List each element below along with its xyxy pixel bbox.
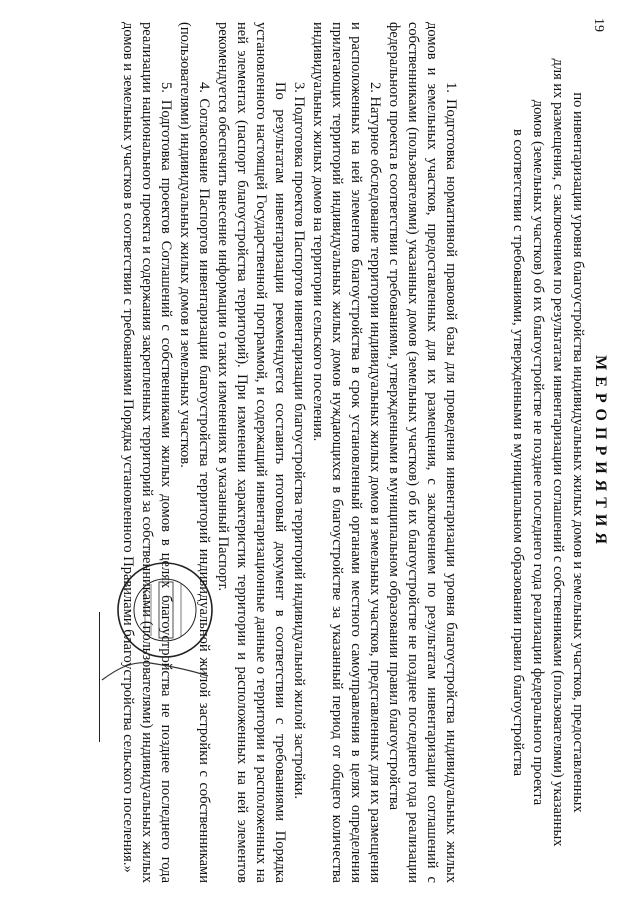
page-number: 19 [591,18,606,32]
paragraph-5: 4. Согласование Паспортов инвентаризации благоустройства территорий индивидуальной жилой застройки с собственниками (пользователями) индивидуальных жилых домов и земельных участков. [177,22,212,883]
paragraph-1: 1. Подготовка нормативной правовой базы для проведения инвентаризации уровня благоустройства индивидуальных жилых домов и земельных участков, предоставленных для их размещения, с заключением по результатам инвентаризации соглашений с собственниками (пользователями) указанных домов (земельных участков) об их благоустройстве не позднее последнего года реализации федерального проекта в соответствии с требованиями, утвержденными в муниципальном образовании правил благоустройства [386,22,459,883]
subtitle-line-1: по инвентаризации уровня благоустройства индивидуальных жилых домов и земельных участков, предоставленных [570,92,586,813]
signature [100,618,210,718]
subtitle-line-2: для их размещения, с заключением по результатам инвентаризации соглашений с собственниками (пользователями) указанных [550,58,566,847]
subtitle-line-4: в соответствии с требованиями, утвержденными в муниципальном образовании правил благоустройства [510,128,526,777]
subtitle-line-3: домов (земельных участков) об их благоустройстве не позднее последнего года реализации федерального проекта [530,99,546,806]
paragraph-2: 2. Натурное обследование территории индивидуальных жилых домов и земельных участков, представленных для их размещения и расположенных на ней элементов благоустройства в срок установленный органами местного самоуправления в целях определения прилегающих территорий индивидуальных жилых домов нуждающихся в благоустройстве за указанный период от общего количества индивидуальных жилых домов на территории сельского поселения. [310,22,383,883]
title-block [508,40,610,865]
body-text [118,22,460,883]
document-title: МЕРОПРИЯТИЯ [592,355,609,550]
paragraph-6: 5. Подготовка проектов Соглашений с собственниками жилых домов в целях благоустройства не позднее последнего года реализации национального проекта и содержания закрепленных территорий за собственниками (пользователями) индивидуальных жилых домов и земельных участков в соответствии с требованиями Порядка установленного Правилами благоустройства сельского поселения.» [120,22,174,883]
paragraph-4: По результатам инвентаризации рекомендуется составить итоговый документ в соответствии с требованиями Порядка установленного настоящей Государственной программой, и содержащий инвентаризационные данные о территории и расположенных на ней элементах (паспорт благоустройства территорий). При изменении характеристик территории и расположенных на ней элементов рекомендуется обеспечить внесение информации о таких изменениях в указанный Паспорт. [215,22,288,883]
paragraph-3: 3. Подготовка проектов Паспортов инвентаризации благоустройства территорий индивидуальной жилой застройки. [291,82,307,800]
